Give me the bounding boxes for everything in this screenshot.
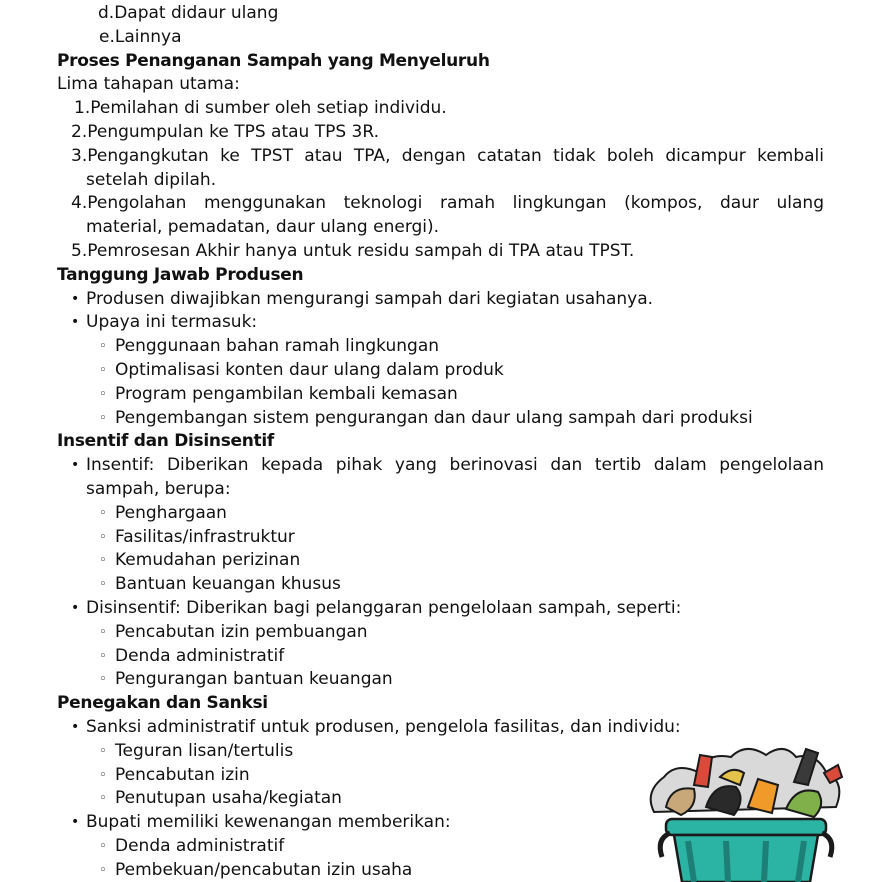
section-intro: Lima tahapan utama: [57, 74, 240, 95]
sub-bullet-item: ◦ Pencabutan izin [99, 764, 250, 785]
list-item-continuation: material, pemadatan, daur ulang energi). [86, 217, 440, 238]
trash-bin-icon [636, 737, 851, 882]
section-heading: Penegakan dan Sanksi [57, 693, 268, 714]
section-heading: Tanggung Jawab Produsen [57, 264, 304, 285]
sub-bullet-item: ◦ Teguran lisan/tertulis [99, 740, 294, 761]
list-item: 5.Pemrosesan Akhir hanya untuk residu sampah di TPA atau TPST. [71, 240, 635, 261]
bullet-marker: • [71, 290, 80, 307]
list-item-continuation: setelah dipilah. [86, 169, 217, 190]
sub-bullet-item: ◦ Penghargaan [99, 502, 227, 523]
bullet-item: • Insentif: Diberikan kepada pihak yang berinovasi dan tertib dalam pengelolaan [57, 454, 824, 478]
sub-bullet-item: ◦ Pengembangan sistem pengurangan dan daur ulang sampah dari produksi [99, 407, 753, 428]
list-item: 1.Pemilahan di sumber oleh setiap individu. [74, 98, 447, 119]
bullet-item: • Bupati memiliki kewenangan memberikan: [57, 811, 824, 835]
sub-bullet-item: ◦ Optimalisasi konten daur ulang dalam produk [99, 359, 504, 380]
bullet-item: • Disinsentif: Diberikan bagi pelanggaran pengelolaan sampah, seperti: [57, 597, 824, 621]
list-item: 2.Pengumpulan ke TPS atau TPS 3R. [71, 121, 379, 142]
bullet-marker: • [71, 718, 80, 735]
list-item: 3.Pengangkutan ke TPST atau TPA, dengan catatan tidak boleh dicampur kembali [71, 145, 824, 166]
sub-bullet-item: ◦ Denda administratif [99, 645, 285, 666]
list-item: d.Dapat didaur ulang [98, 3, 279, 23]
sub-bullet-item: ◦ Kemudahan perizinan [99, 550, 301, 571]
sub-bullet-item: ◦ Pembekuan/pencabutan izin usaha [99, 859, 413, 880]
bullet-item: • Produsen diwajibkan mengurangi sampah dari kegiatan usahanya. [57, 288, 824, 312]
sub-bullet-item: ◦ Denda administratif [99, 835, 285, 856]
sub-bullet-item: ◦ Bantuan keuangan khusus [99, 574, 341, 595]
bullet-item: • Sanksi administratif untuk produsen, pengelola fasilitas, dan individu: [57, 716, 824, 740]
bullet-marker: • [71, 599, 80, 616]
sub-bullet-item: ◦ Pencabutan izin pembuangan [99, 621, 368, 642]
sub-bullet-item: ◦ Penutupan usaha/kegiatan [99, 788, 342, 809]
bullet-item: • Upaya ini termasuk: [57, 311, 824, 335]
list-item: 4.Pengolahan menggunakan teknologi ramah lingkungan (kompos, daur ulang [71, 193, 824, 214]
sub-bullet-item: ◦ Penggunaan bahan ramah lingkungan [99, 336, 440, 357]
section-heading: Insentif dan Disinsentif [57, 431, 274, 452]
bullet-marker: • [71, 814, 80, 831]
bullet-continuation: sampah, berupa: [86, 478, 231, 499]
sub-bullet-item: ◦ Pengurangan bantuan keuangan [99, 669, 393, 690]
bullet-marker: • [71, 314, 80, 331]
bullet-marker: • [71, 457, 80, 474]
list-item: e.Lainnya [99, 26, 182, 47]
sub-bullet-item: ◦ Program pengambilan kembali kemasan [99, 383, 458, 404]
section-heading: Proses Penanganan Sampah yang Menyeluruh [57, 50, 490, 71]
sub-bullet-item: ◦ Fasilitas/infrastruktur [99, 526, 295, 547]
